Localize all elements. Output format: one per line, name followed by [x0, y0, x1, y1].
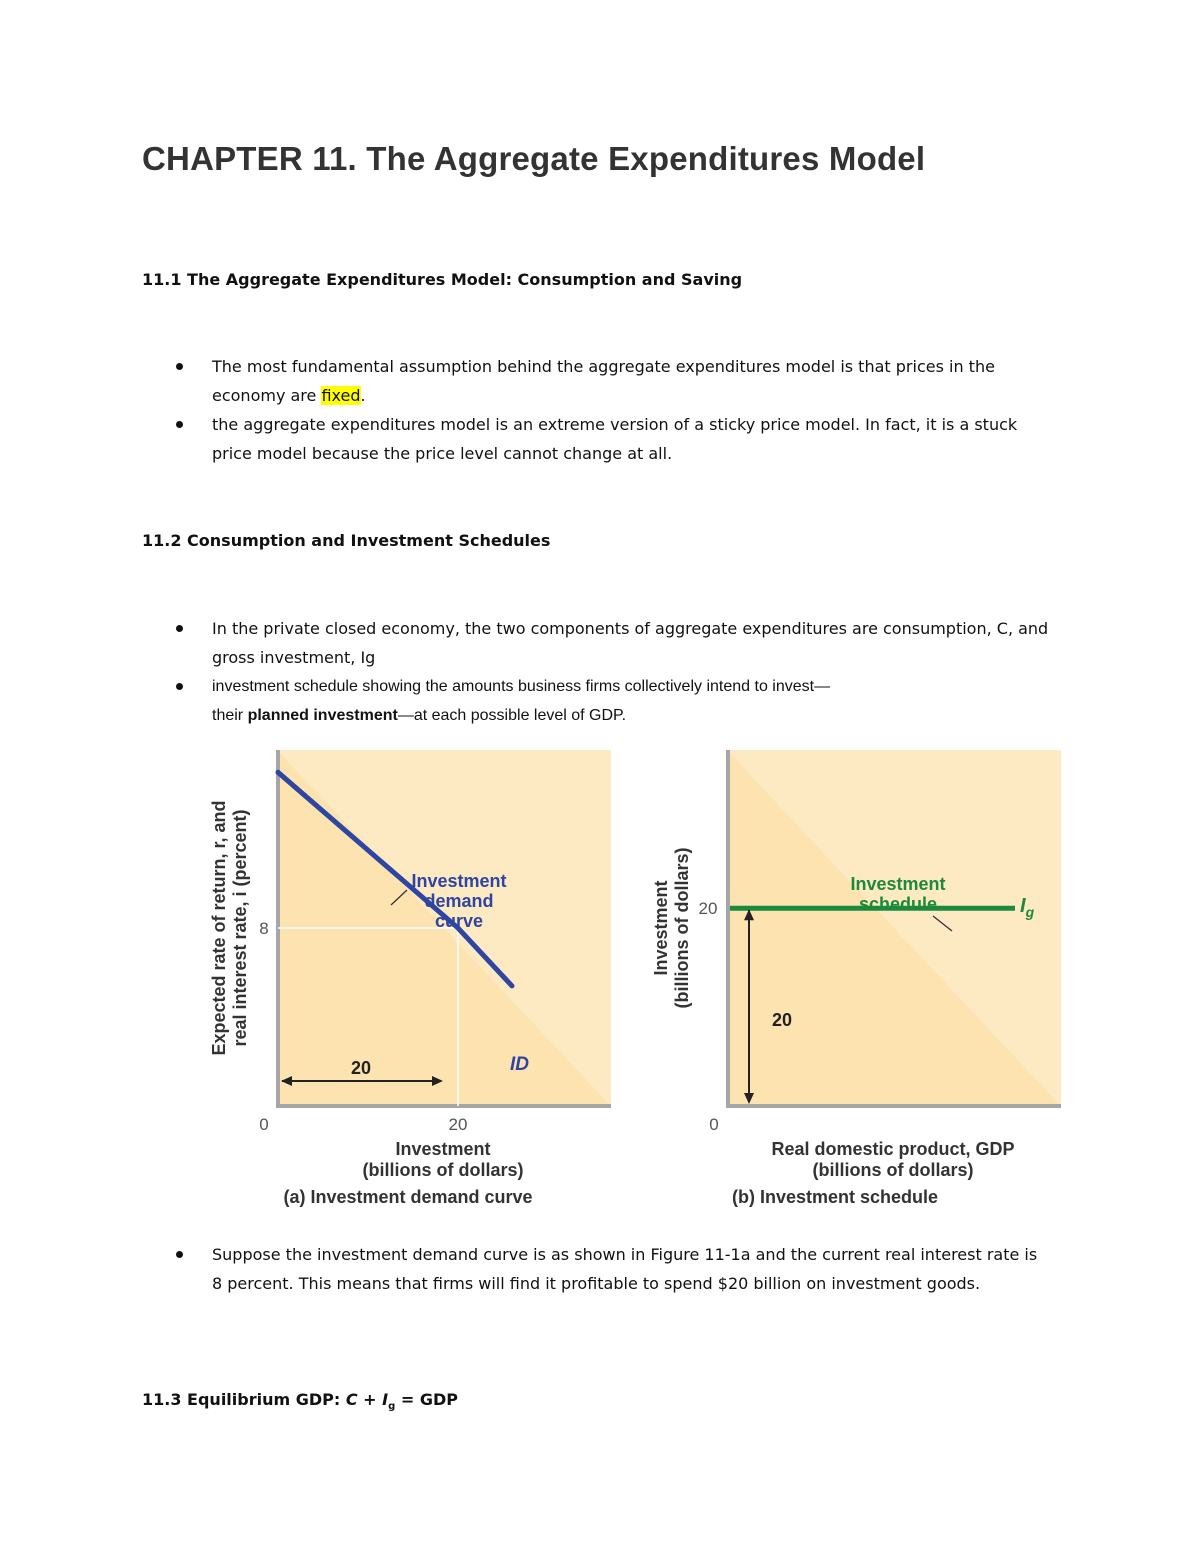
bullet-item — [170, 614, 1050, 672]
bullet-item — [170, 1240, 1050, 1298]
x-tick-label: 20 — [448, 1115, 468, 1134]
panel-b-caption: (b) Investment schedule — [731, 1187, 939, 1207]
bullet-icon — [176, 683, 183, 690]
bullet-icon — [176, 1251, 183, 1258]
investment-figure — [195, 742, 1075, 1217]
panel-a-caption: (a) Investment demand curve — [283, 1187, 533, 1207]
section-heading-11-3: 11.3 Equilibrium GDP: $C + I_g$ = GDP — [142, 1390, 458, 1413]
section-heading-11-1: 11.1 The Aggregate Expenditures Model: Consumption and Saving — [142, 270, 743, 289]
curve-label-line1: Investment — [411, 871, 507, 891]
section-2-bullets — [170, 614, 1050, 730]
bullet-text-investment-schedule: investment schedule showing the amounts business firms collectively intend to invest— — [212, 678, 831, 695]
bullet-icon — [176, 363, 183, 370]
bullet-text-stuck-price: the aggregate expenditures model is an extreme version of a sticky price model. In fact, it is a stuck price model because the price level cannot change at all. — [212, 415, 1018, 463]
section-1-bullets — [170, 352, 1050, 468]
panel-b-x-label-line1: Real domestic product, GDP — [771, 1139, 1015, 1159]
bullet-item — [170, 410, 1050, 468]
section-heading-11-2: 11.2 Consumption and Investment Schedules — [142, 531, 551, 550]
bullet-item: investment schedule showing the amounts business firms collectively intend to invest— their planned investment—at each possible level of GDP. — [170, 672, 1050, 730]
curve-label-line2: demand — [424, 891, 494, 911]
schedule-label-line2: schedule — [858, 894, 938, 914]
panel-a-x-label-line2: (billions of dollars) — [362, 1160, 524, 1180]
panel-b-y-label-line2: (billions of dollars) — [672, 847, 692, 1009]
curve-label-line3: curve — [434, 911, 484, 931]
bullet-text-components: In the private closed economy, the two components of aggregate expenditures are consumption, C, and gross investment, Ig — [212, 619, 1049, 667]
ig-label: $I_g$ — [1020, 895, 1035, 921]
bullet-text-interest-rate: Suppose the investment demand curve is as shown in Figure 11-1a and the current real interest rate is 8 percent. This means that firms will find it profitable to spend $20 billion on investment goods. — [212, 1245, 1038, 1293]
panel-b-origin-label: 0 — [709, 1115, 719, 1134]
bracket-label: 20 — [350, 1058, 372, 1078]
chapter-title: CHAPTER 11. The Aggregate Expenditures Model — [142, 140, 926, 177]
id-label: ID — [510, 1054, 529, 1075]
bullet-icon — [176, 421, 183, 428]
bold-planned-investment: planned investment — [247, 707, 398, 724]
bullet-icon — [176, 625, 183, 632]
panel-a-investment-demand — [209, 750, 611, 1207]
bullet-item — [170, 352, 1050, 410]
x-origin-label: 0 — [259, 1115, 269, 1134]
panel-b-x-label-line2: (billions of dollars) — [812, 1160, 974, 1180]
panel-a-y-label-line2: real interest rate, i (percent) — [230, 809, 250, 1047]
panel-b-y-tick-label: 20 — [698, 899, 718, 919]
y-tick-label: 8 — [259, 919, 269, 938]
panel-a-x-label-line1: Investment — [395, 1139, 491, 1159]
schedule-label-line1: Investment — [850, 874, 946, 894]
panel-b-y-label-line1: Investment — [651, 880, 671, 976]
panel-b-investment-schedule — [651, 750, 1061, 1207]
bullet-text-prices-fixed: The most fundamental assumption behind the aggregate expenditures model is that prices in the economy are fixed. — [212, 357, 995, 405]
section-2-bullets-continued — [170, 1240, 1050, 1298]
highlighted-word: fixed — [321, 386, 361, 405]
panel-a-y-label-line1: Expected rate of return, r, and — [209, 800, 229, 1056]
vertical-arrow-label: 20 — [771, 1010, 793, 1030]
